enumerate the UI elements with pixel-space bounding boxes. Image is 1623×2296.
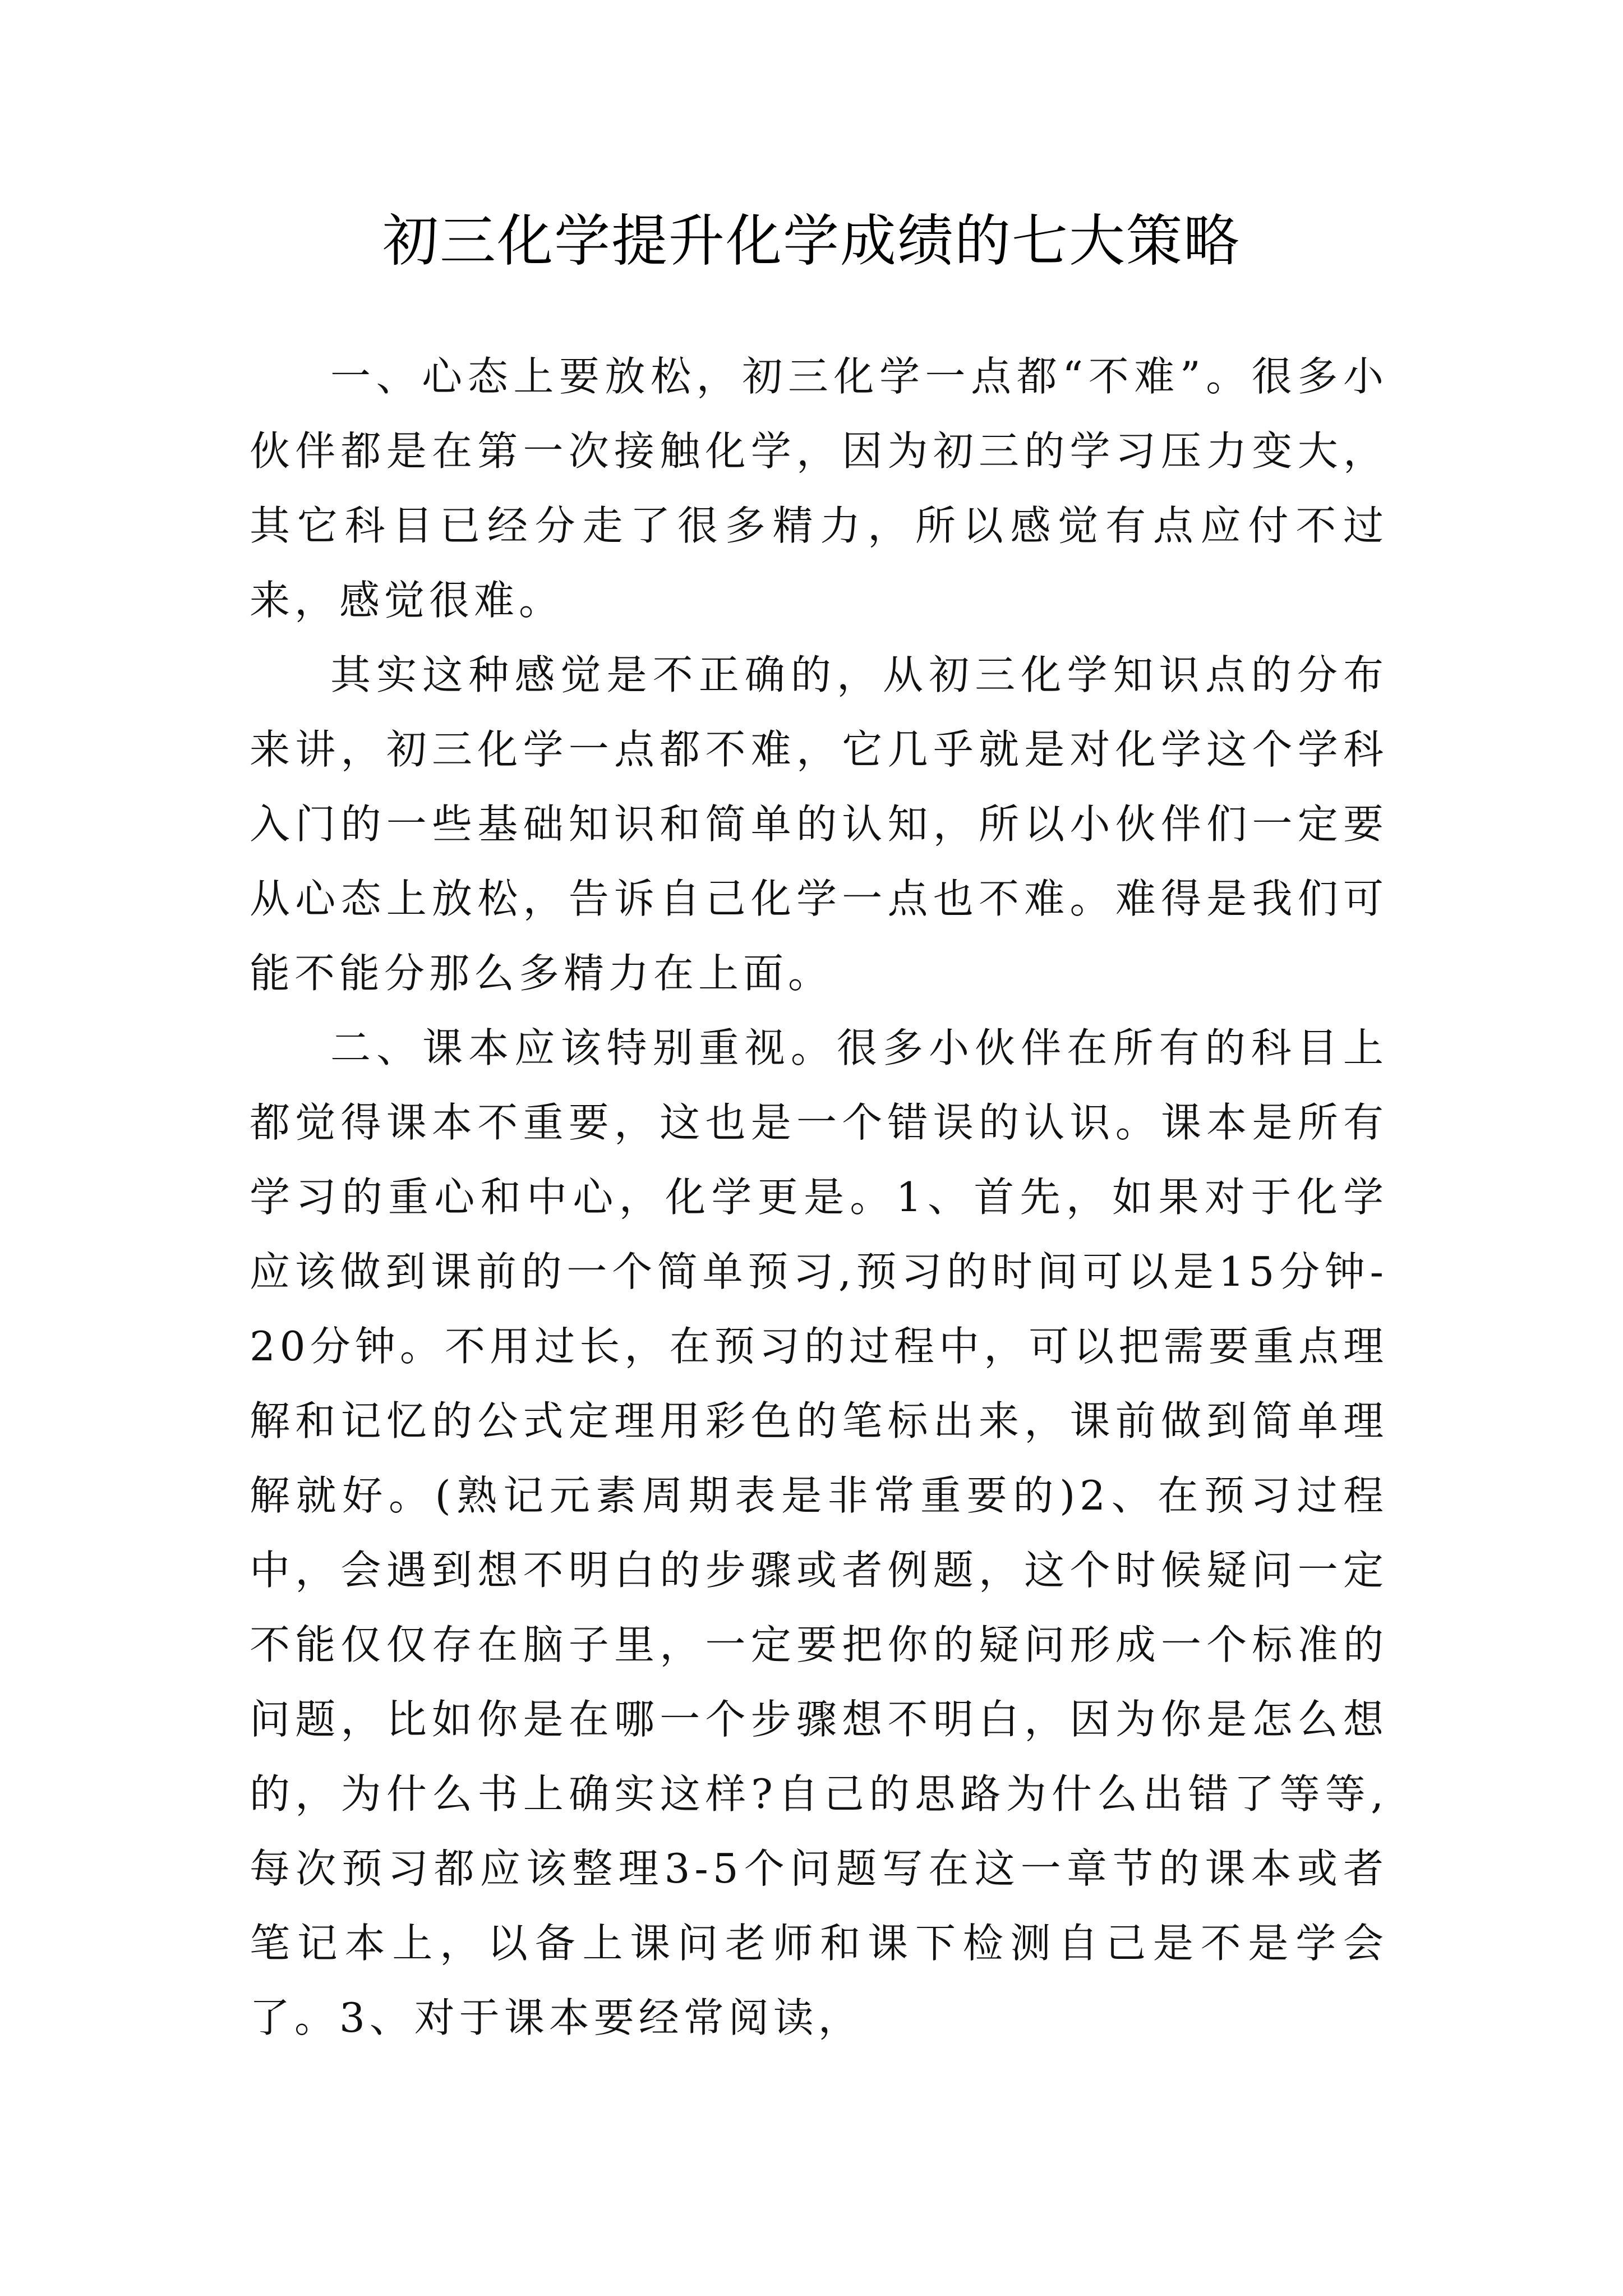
document-title: 初三化学提升化学成绩的七大策略 xyxy=(382,208,1241,274)
paragraph-2: 其实这种感觉是不正确的，从初三化学知识点的分布来讲，初三化学一点都不难，它几乎就是对化学这个学科入门的一些基础知识和简单的认知，所以小伙伴们一定要从心态上放松，告诉自己化学一点也不难。难得是我们可能不能分那么多精力在上面。 xyxy=(250,651,1388,997)
paragraph-3: 二、课本应该特别重视。很多小伙伴在所有的科目上都觉得课本不重要，这也是一个错误的认识。课本是所有学习的重心和中心，化学更是。1、首先，如果对于化学应该做到课前的一个简单预习,预习的时间可以是15分钟-20分钟。不用过长，在预习的过程中，可以把需要重点理解和记忆的公式定理用彩色的笔标出来，课前做到简单理解就好。(熟记元素周期表是非常重要的)2、在预习过程中，会遇到想不明白的步骤或者例题，这个时候疑问一定不能仅仅存在脑子里，一定要把你的疑问形成一个标准的问题，比如你是在哪一个步骤想不明白，因为你是怎么想的，为什么书上确实这样?自己的思路为什么出错了等等,每次预习都应该整理3-5个问题写在这一章节的课本或者笔记本上，以备上课问老师和课下检测自己是不是学会了。3、对于课本要经常阅读， xyxy=(250,1024,1388,2041)
document-body xyxy=(250,339,1388,2055)
paragraph-1: 一、心态上要放松，初三化学一点都“不难”。很多小伙伴都是在第一次接触化学，因为初三的学习压力变大，其它科目已经分走了很多精力，所以感觉有点应付不过来，感觉很难。 xyxy=(250,353,1388,624)
